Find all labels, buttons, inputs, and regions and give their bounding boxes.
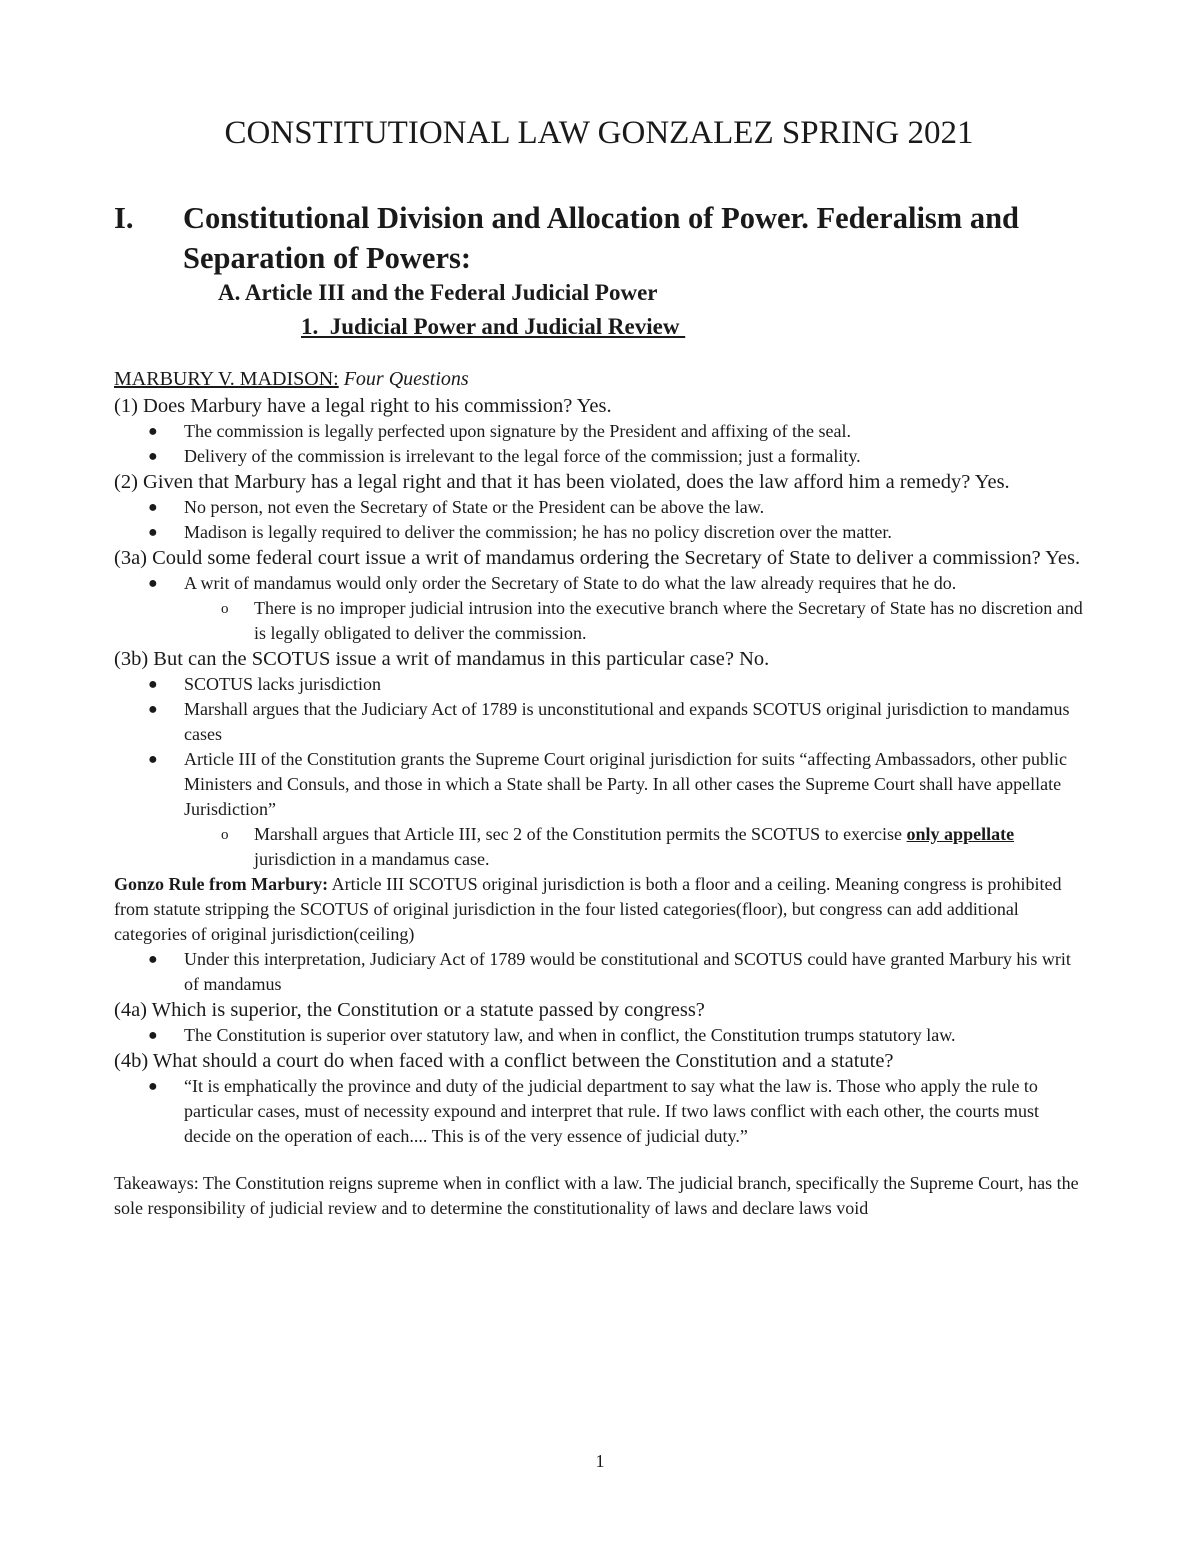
question-3a-bullets [114, 571, 1089, 646]
case-subtitle: Four Questions [343, 368, 469, 390]
question-3b: (3b) But can the SCOTUS issue a writ of mandamus in this particular case? No. [114, 648, 770, 670]
bullet-icon: ● [148, 499, 158, 516]
bullet-icon: ● [148, 524, 158, 541]
question-4b-bullets [114, 1074, 1089, 1149]
question-2-bullets [114, 495, 1089, 545]
gonzo-rule-label: Gonzo Rule from Marbury: [114, 874, 329, 894]
list-item: o Marshall argues that Article III, sec 2 of the Constitution permits the SCOTUS to exercise only appellate jurisdiction in a mandamus case. [221, 824, 1015, 869]
notes-body [114, 366, 1089, 1221]
topic-heading: 1. Judicial Power and Judicial Review [301, 314, 686, 339]
takeaways: Takeaways: The Constitution reigns supreme when in conflict with a law. The judicial branch, specifically the Supreme Court, has the sole responsibility of judicial review and to determine the constitutionality of laws and declare laws void [114, 1173, 1079, 1218]
list-item: o There is no improper judicial intrusion into the executive branch where the Secretary of State has no discretion and is legally obligated to deliver the commission. [221, 598, 1083, 643]
page-number: 1 [595, 1451, 605, 1471]
subsection-heading: A. Article III and the Federal Judicial Power [218, 280, 658, 305]
bullet-icon: ● [148, 1027, 158, 1044]
list-item: ● Madison is legally required to deliver the commission; he has no policy discretion over the matter. [184, 520, 1089, 545]
list-item: ● A writ of mandamus would only order the Secretary of State to do what the law already requires that he do. o There is no improper judicial intrusion into the executive branch where the Secretary of State has no discretion and is legally obligated to deliver the commission. [184, 571, 1089, 646]
question-3b-bullets [114, 672, 1089, 872]
list-item: ● Delivery of the commission is irrelevant to the legal force of the commission; just a formality. [184, 444, 1089, 469]
sub-bullet-icon: o [221, 827, 229, 843]
gonzo-rule-bullets [114, 947, 1089, 997]
question-4b: (4b) What should a court do when faced with a conflict between the Constitution and a statute? [114, 1050, 894, 1072]
question-4a-bullets [114, 1023, 1089, 1048]
list-item: ● The Constitution is superior over statutory law, and when in conflict, the Constitution trumps statutory law. [184, 1023, 1089, 1048]
list-item: ● Under this interpretation, Judiciary Act of 1789 would be constitutional and SCOTUS could have granted Marbury his writ of mandamus [148, 949, 1071, 994]
list-item: ● SCOTUS lacks jurisdiction [184, 672, 1089, 697]
list-item: ● Marshall argues that the Judiciary Act of 1789 is unconstitutional and expands SCOTUS original jurisdiction to mandamus cases [148, 699, 1070, 744]
gonzo-rule [114, 872, 1089, 947]
sub-bullets [184, 596, 1089, 646]
bullet-icon: ● [148, 1078, 158, 1095]
list-item: ● “It is emphatically the province and duty of the judicial department to say what the law is. Those who apply the rule to particular cases, must of necessity expound and interpret that rule. If two laws conflict with each other, the courts must decide on the operation of each.... This is of the very essence of judicial duty.” [148, 1076, 1040, 1146]
case-heading [114, 366, 1089, 392]
list-item: ● No person, not even the Secretary of State or the President can be above the law. [184, 495, 1089, 520]
bullet-icon: ● [148, 676, 158, 693]
bullet-icon: ● [148, 701, 158, 718]
section-number: I. [114, 201, 134, 235]
bullet-icon: ● [148, 575, 158, 592]
emphasis-text: only appellate [906, 824, 1015, 844]
bullet-icon: ● [148, 751, 158, 768]
gonzo-rule-text: Article III SCOTUS original jurisdiction is both a floor and a ceiling. Meaning congress is prohibited from statute stripping the SCOTUS of original jurisdiction in the four listed categories(floor), but congress can add additional categories of original jurisdiction(ceiling) [114, 874, 1062, 944]
document-title: CONSTITUTIONAL LAW GONZALEZ SPRING 2021 [224, 115, 974, 151]
case-name: MARBURY V. MADISON: [114, 368, 339, 390]
sub-bullets [184, 822, 1089, 872]
question-3a: (3a) Could some federal court issue a writ of mandamus ordering the Secretary of State to deliver a commission? Yes. [114, 547, 1081, 569]
question-4a: (4a) Which is superior, the Constitution or a statute passed by congress? [114, 999, 705, 1021]
sub-bullet-icon: o [221, 601, 229, 617]
bullet-icon: ● [148, 951, 158, 968]
section-title: Constitutional Division and Allocation of Power. Federalism and Separation of Powers: [183, 201, 1019, 275]
question-1-bullets [114, 419, 1089, 469]
question-1: (1) Does Marbury have a legal right to his commission? Yes. [114, 395, 612, 417]
list-item: ● The commission is legally perfected upon signature by the President and affixing of the seal. [184, 419, 1089, 444]
bullet-icon: ● [148, 448, 158, 465]
question-2: (2) Given that Marbury has a legal right and that it has been violated, does the law afford him a remedy? Yes. [114, 471, 1010, 493]
list-item: ● Article III of the Constitution grants the Supreme Court original jurisdiction for suits “affecting Ambassadors, other public Ministers and Consuls, and those in which a State shall be Party. In all other cases the Supreme Court shall have appellate Jurisdiction” o Marshall argues that Article III, sec 2 of the Constitution permits the SCOTUS to exercise only appellate jurisdiction in a mandamus case. [184, 747, 1089, 872]
bullet-icon: ● [148, 423, 158, 440]
